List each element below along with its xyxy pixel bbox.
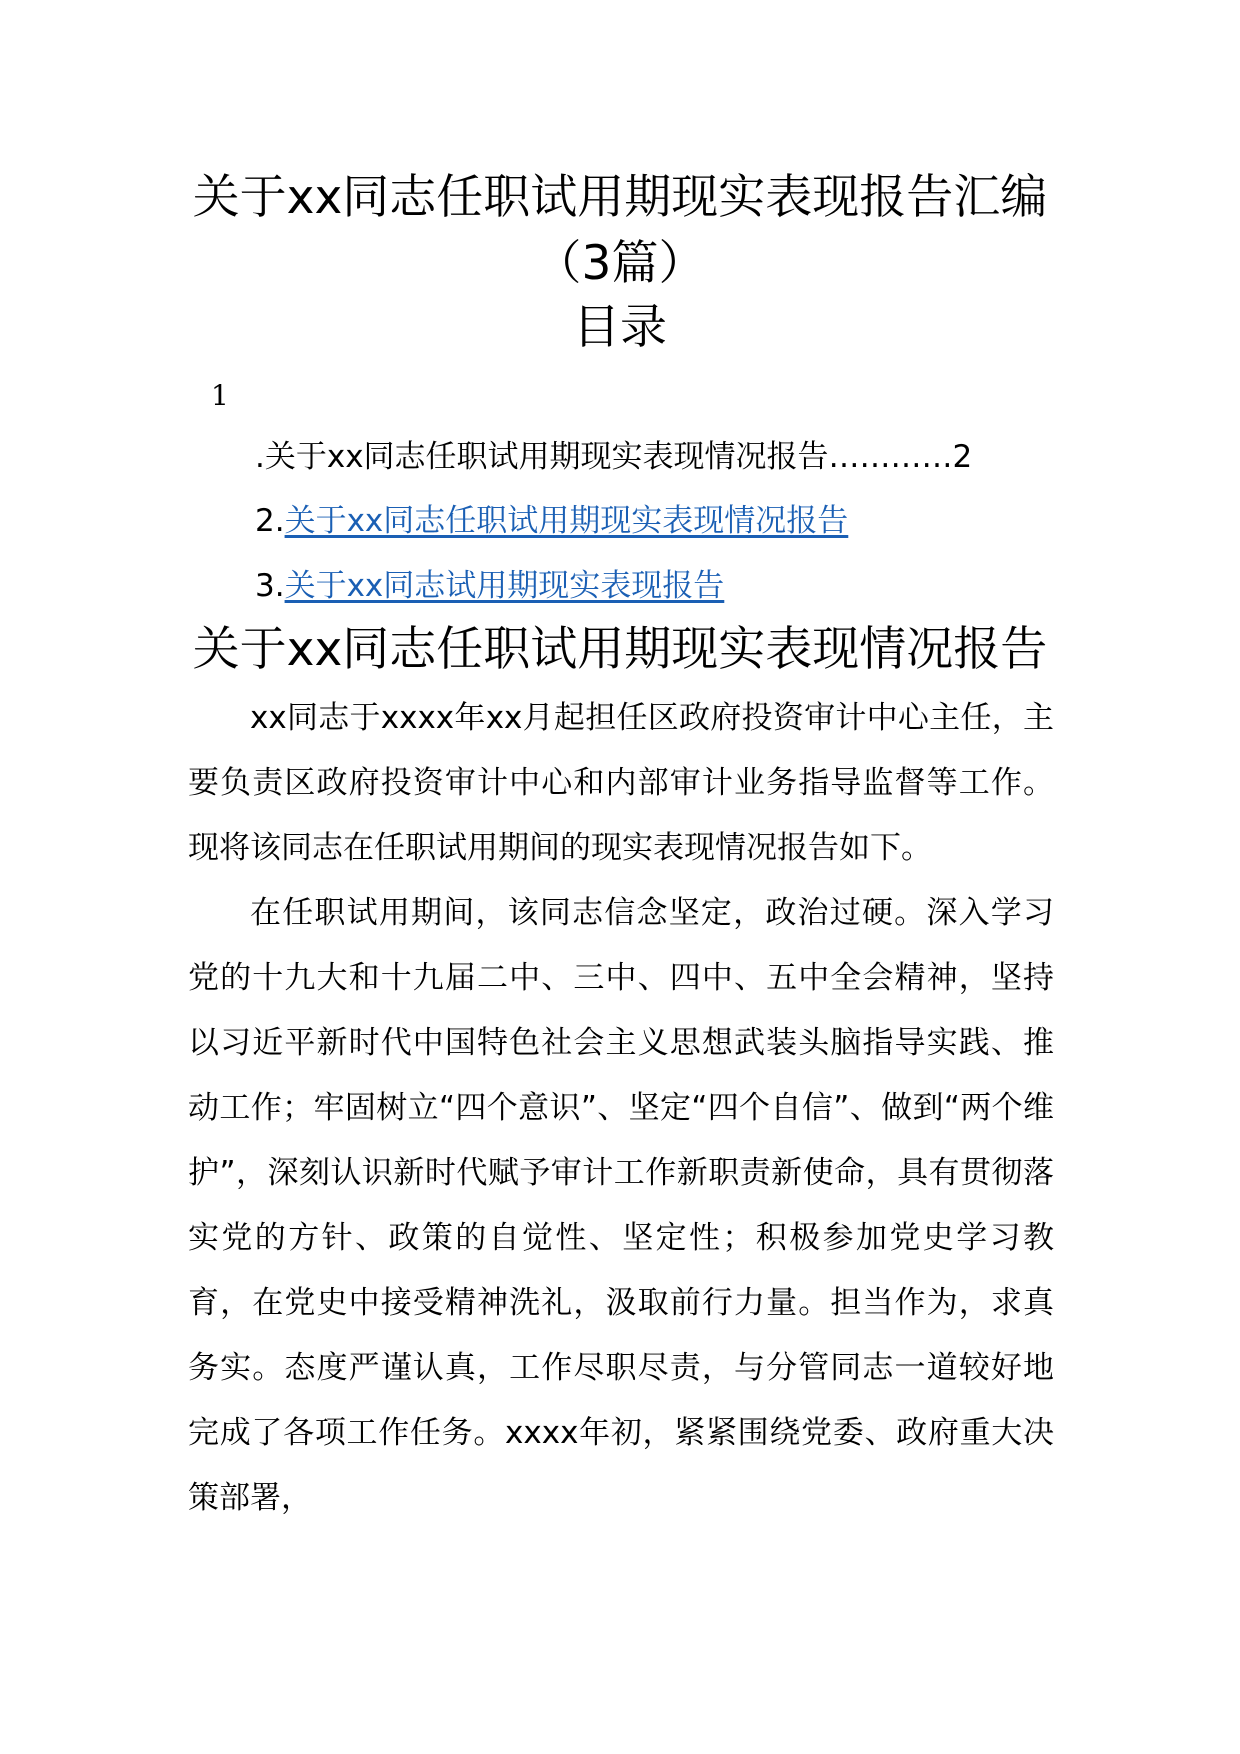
toc-item-2-link[interactable]: 关于xx同志任职试用期现实表现情况报告 (284, 503, 849, 539)
section-title: 关于xx同志任职试用期现实表现情况报告 (192, 622, 1048, 677)
body-text (188, 686, 1054, 1531)
toc-heading: 目录 (573, 300, 667, 355)
toc-item-2[interactable] (255, 499, 848, 543)
toc-page-marker: 1 (211, 379, 229, 412)
paragraph-1: xx同志于xxxx年xx月起担任区政府投资审计中心主任，主要负责区政府投资审计中心和内部审计业务指导监督等工作。现将该同志在任职试用期间的现实表现情况报告如下。 (188, 700, 1054, 866)
toc-item-1-label: .关于xx同志任职试用期现实表现情况报告…………2 (255, 439, 973, 475)
toc-item-3-prefix: 3. (255, 568, 285, 604)
document-title-line-1: 关于xx同志任职试用期现实表现报告汇编 (192, 170, 1048, 225)
toc-item-2-prefix: 2. (255, 503, 285, 539)
document-title-line-2: （3篇） (534, 236, 706, 291)
toc-item-1[interactable] (255, 435, 972, 479)
paragraph-2: 在任职试用期间，该同志信念坚定，政治过硬。深入学习党的十九大和十九届二中、三中、四中、五中全会精神，坚持以习近平新时代中国特色社会主义思想武装头脑指导实践、推动工作；牢固树立“四个意识”、坚定“四个自信”、做到“两个维护”，深刻认识新时代赋予审计工作新职责新使命，具有贯彻落实党的方针、政策的自觉性、坚定性；积极参加党史学习教育，在党史中接受精神洗礼，汲取前行力量。担当作为，求真务实。态度严谨认真，工作尽职尽责，与分管同志一道较好地完成了各项工作任务。xxxx年初，紧紧围绕党委、政府重大决策部署， (188, 895, 1054, 1516)
toc-item-3[interactable] (255, 564, 724, 608)
toc-item-3-link[interactable]: 关于xx同志试用期现实表现报告 (284, 568, 725, 604)
